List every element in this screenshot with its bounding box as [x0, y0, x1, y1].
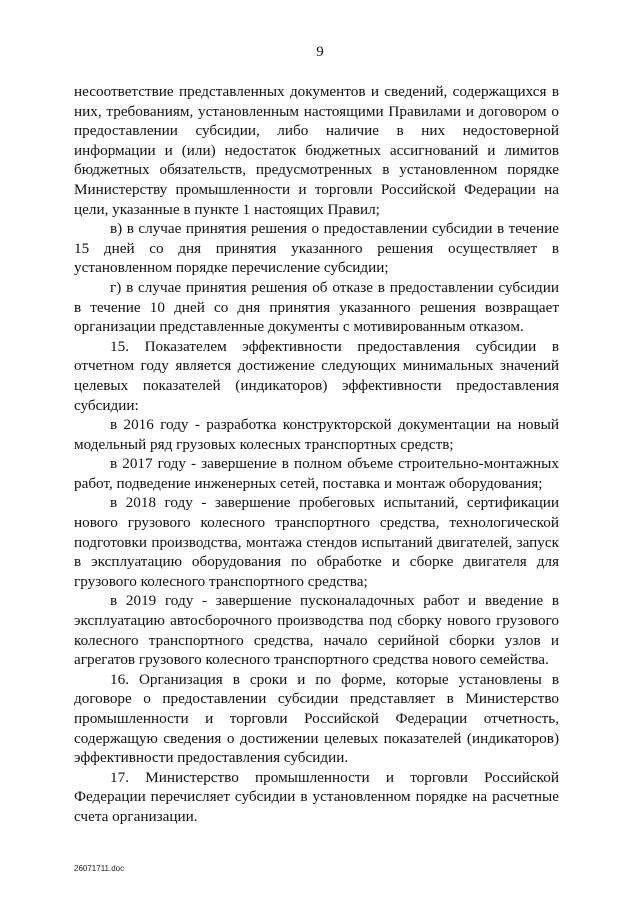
document-file-code: 26071711.doc — [74, 864, 125, 873]
page-number: 9 — [316, 44, 324, 60]
document-body — [74, 82, 559, 827]
paragraph-2019: в 2019 году - завершение пусконаладочных работ и введение в эксплуатацию автосборочного производства под сборку нового грузового колесного транспортного средства, начало серийной сборки узлов и агрегатов грузового колесного транспортного средства нового семейства. — [74, 592, 559, 669]
paragraph-15: 15. Показателем эффективности предоставления субсидии в отчетном году является достижение следующих минимальных значений целевых показателей (индикаторов) эффективности предоставления субсидии: — [74, 337, 559, 414]
paragraph-item-g: г) в случае принятия решения об отказе в предоставлении субсидии в течение 10 дней со дня принятия указанного решения возвращает организации представленные документы с мотивированным отказом. — [74, 278, 559, 336]
paragraph-2017: в 2017 году - завершение в полном объеме строительно-монтажных работ, подведение инженерных сетей, поставка и монтаж оборудования; — [74, 455, 559, 492]
paragraph-17: 17. Министерство промышленности и торговли Российской Федерации перечисляет субсидии в установленном порядке на расчетные счета организации. — [74, 768, 559, 825]
paragraph-2016: в 2016 году - разработка конструкторской документации на новый модельный ряд грузовых колесных транспортных средств; — [74, 416, 559, 453]
paragraph-16: 16. Организация в сроки и по форме, которые установлены в договоре о предоставлении субсидии представляет в Министерство промышленности и торговли Российской Федерации отчетность, содержащую сведения о достижении целевых показателей (индикаторов) эффективности предоставления субсидии. — [74, 670, 559, 767]
paragraph-continuation: несоответствие представленных документов и сведений, содержащихся в них, требованиям, установленным настоящими Правилами и договором о предоставлении субсидии, либо наличие в них недостоверной информации и (или) недостаток бюджетных ассигнований и лимитов бюджетных обязательств, предусмотренных в установленном порядке Министерству промышленности и торговли Российской Федерации на цели, указанные в пункте 1 настоящих Правил; — [74, 83, 559, 218]
paragraph-2018: в 2018 году - завершение пробеговых испытаний, сертификации нового грузового колесного транспортного средства, технологической подготовки производства, монтажа стендов испытаний двигателей, запуск в эксплуатацию оборудования по обработке и сборке двигателя для грузового колесного транспортного средства; — [74, 494, 559, 590]
paragraph-item-v: в) в случае принятия решения о предоставлении субсидии в течение 15 дней со дня принятия указанного решения осуществляет в установленном порядке перечисление субсидии; — [74, 220, 559, 277]
